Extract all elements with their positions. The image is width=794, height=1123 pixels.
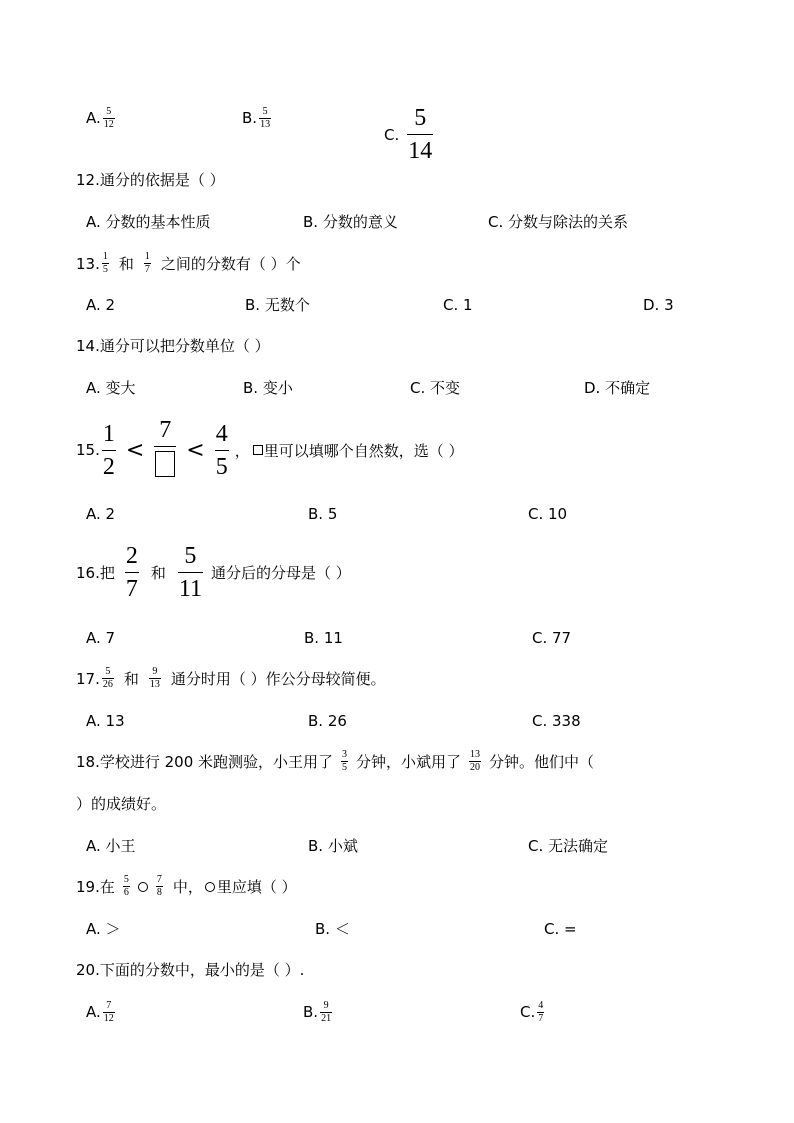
q13-option-b[interactable]: B. 无数个 (245, 296, 310, 314)
fraction: $\frac{7}{8}$ (156, 874, 162, 898)
q14-option-a[interactable]: A. 变大 (86, 379, 136, 397)
q14-stem: 14.通分可以把分数单位（ ） (76, 337, 270, 355)
fraction: $\frac{4}{7}$ (538, 999, 544, 1024)
fraction: $\frac{7}{12}$ (103, 999, 114, 1024)
q14-option-d[interactable]: D. 不确定 (584, 379, 651, 397)
q18-options (0, 834, 794, 858)
q12-option-c[interactable]: C. 分数与除法的关系 (488, 213, 629, 231)
fraction: $\frac{5}{11}$ (178, 543, 202, 602)
q20-option-b[interactable]: B. $\frac{9}{21}$ (303, 999, 332, 1024)
q18-option-c[interactable]: C. 无法确定 (528, 837, 609, 855)
q15-option-b[interactable]: B. 5 (308, 505, 338, 523)
fraction: $\frac{13}{20}$ (470, 749, 481, 773)
fraction: $\frac{5}{26}$ (102, 666, 113, 690)
q17-stem: 17. $\frac{5}{26}$ 和 $\frac{9}{13}$ 通分时用（ ）作公分母较简便。 (76, 666, 386, 690)
q16-stem: 16.把 $\frac{2}{7}$ 和 $\frac{5}{11}$ 通分后的分母是（ ） (76, 543, 351, 602)
fraction: $\frac{4}{5}$ (215, 420, 228, 480)
q14-option-c[interactable]: C. 不变 (410, 379, 461, 397)
fraction: $\frac{9}{13}$ (149, 666, 160, 690)
q13-option-c[interactable]: C. 1 (443, 296, 473, 314)
blank-square-icon (253, 445, 263, 455)
q18-option-a[interactable]: A. 小王 (86, 837, 136, 855)
fraction-with-blank: 7 (154, 418, 176, 482)
fraction: $\frac{2}{7}$ (125, 543, 138, 602)
fraction: $\frac{5}{6}$ (123, 874, 129, 898)
q17-option-b[interactable]: B. 26 (308, 712, 347, 730)
q15-stem: 15. $\frac{1}{2}$ < 7 < $\frac{4}{5}$ ， 里可以填哪个自然数，选（ ） (76, 418, 464, 482)
q14-option-b[interactable]: B. 变小 (243, 379, 293, 397)
q17-options (0, 709, 794, 733)
q13-stem: 13. $\frac{1}{5}$ 和 $\frac{1}{7}$ 之间的分数有（ ）个 (76, 251, 301, 275)
fraction: $\frac{3}{5}$ (342, 749, 348, 773)
q16-option-c[interactable]: C. 77 (532, 629, 572, 647)
fraction: $\frac{9}{21}$ (321, 999, 332, 1024)
q19-option-a[interactable]: A. ＞ (86, 920, 121, 938)
q18-stem-line2: ）的成绩好。 (76, 795, 167, 813)
q19-options (0, 917, 794, 941)
q20-options (0, 1000, 794, 1024)
q16-option-b[interactable]: B. 11 (304, 629, 343, 647)
q12-options (0, 210, 794, 234)
q15-options (0, 502, 794, 526)
q19-option-b[interactable]: B. ＜ (315, 920, 350, 938)
q16-options (0, 626, 794, 650)
q13-option-a[interactable]: A. 2 (86, 296, 116, 314)
fraction: $\frac{1}{7}$ (144, 251, 150, 275)
fraction: $\frac{1}{5}$ (102, 251, 108, 275)
q17-option-a[interactable]: A. 13 (86, 712, 125, 730)
q17-option-c[interactable]: C. 338 (532, 712, 581, 730)
fraction: $\frac{5}{13}$ (260, 105, 271, 130)
q12-stem: 12.通分的依据是（ ） (76, 171, 225, 189)
blank-box[interactable] (155, 451, 175, 477)
q20-stem: 20.下面的分数中，最小的是（ ）. (76, 961, 305, 979)
q20-option-c[interactable]: C. $\frac{4}{7}$ (520, 999, 544, 1024)
q11-options (0, 105, 794, 164)
q14-options (0, 376, 794, 400)
q19-stem: 19.在 $\frac{5}{6}$ $\frac{7}{8}$ 中， 里应填（ ） (76, 874, 297, 898)
q15-option-a[interactable]: A. 2 (86, 505, 116, 523)
q18-option-b[interactable]: B. 小斌 (308, 837, 358, 855)
fraction: $\frac{5}{12}$ (103, 105, 114, 130)
fraction: $\frac{1}{2}$ (102, 420, 115, 480)
q13-options (0, 293, 794, 317)
q12-option-b[interactable]: B. 分数的意义 (303, 213, 398, 231)
q13-option-d[interactable]: D. 3 (643, 296, 674, 314)
q11-option-b[interactable]: B. $\frac{5}{13}$ (242, 105, 271, 130)
q15-option-c[interactable]: C. 10 (528, 505, 568, 523)
q16-option-a[interactable]: A. 7 (86, 629, 116, 647)
q20-option-a[interactable]: A. $\frac{7}{12}$ (86, 999, 114, 1024)
q18-stem: 18.学校进行 200 米跑测验，小王用了 $\frac{3}{5}$ 分钟，小斌用了 $\frac{13}{20}$ 分钟。他们中（ (76, 749, 595, 773)
q11-option-c[interactable]: C. $\frac{5}{14}$ (384, 105, 433, 164)
q19-option-c[interactable]: C. = (544, 920, 577, 938)
blank-circle-icon (205, 882, 215, 892)
blank-circle-icon[interactable] (138, 882, 148, 892)
fraction: $\frac{5}{14}$ (408, 105, 433, 164)
q12-option-a[interactable]: A. 分数的基本性质 (86, 213, 211, 231)
q11-option-a[interactable]: A. $\frac{5}{12}$ (86, 105, 114, 130)
